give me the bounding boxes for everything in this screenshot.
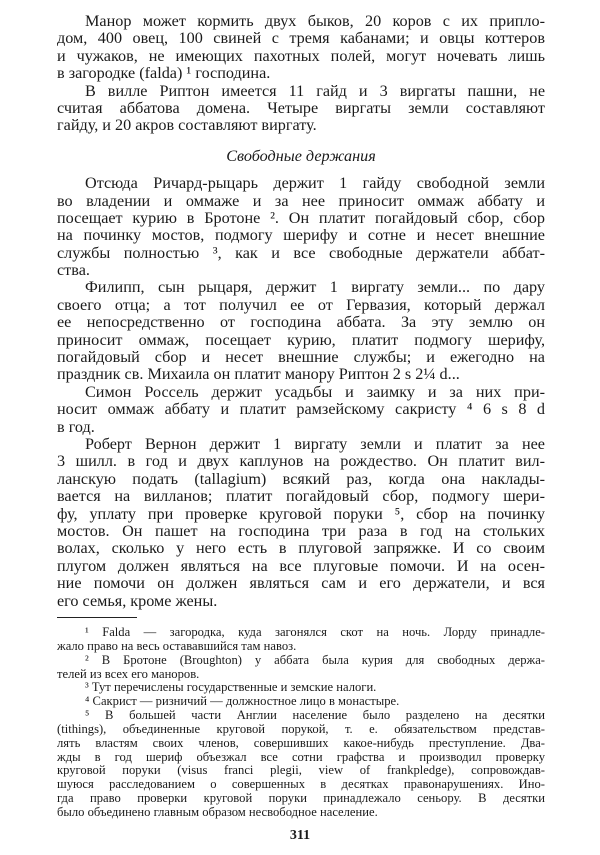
text-line: во владении и оммаже и за нее приносит оммаж аббату и [57, 191, 545, 210]
text-line: Филипп, сын рыцаря, держит 1 виргату земли... по дару [85, 278, 545, 297]
text-line: приносит оммаж, посещает курию, платит подмогу шерифу, [57, 330, 545, 349]
text-line: службы полностью ³, как и все свободные держатели аббат- [57, 243, 545, 262]
text-line: посещает курию в Бротоне ². Он платит погайдовый сбор, сбор [57, 208, 545, 227]
text-line: и чужаков, не имеющих пахотных полей, могут ночевать лишь [57, 46, 545, 65]
footnote-divider [57, 617, 137, 618]
text-line: было объединено главным образом несвободное население. [57, 804, 378, 819]
paragraph [57, 13, 545, 83]
text-line: праздник св. Михаила он платит манору Риптон 2 s 2¼ d... [57, 365, 460, 384]
main-text [57, 13, 545, 610]
section-heading: Свободные держания [226, 146, 376, 165]
text-line: его семья, кроме жены. [57, 591, 218, 610]
paragraph [57, 384, 545, 436]
text-line: 3 шилл. в год и двух каплунов на рождество. Он платит вил- [57, 452, 545, 471]
paragraph [57, 175, 545, 279]
text-line: жды в год шериф объезжал все сотни графства и производил проверку [57, 749, 545, 764]
text-line: носит оммаж аббату и платит рамзейскому сакристу ⁴ 6 s 8 d [57, 400, 545, 419]
paragraphs-before-heading [57, 13, 545, 135]
text-line: ² В Бротоне (Broughton) у аббата была курия для свободных держа- [85, 652, 545, 667]
text-line: на починку мостов, подмогу шерифу и сотне и несет внешние [57, 226, 545, 245]
text-line: погайдовый сбор и несет внешние службы; и ежегодно на [57, 348, 545, 367]
text-line: считая аббатова домена. Четыре виргаты земли составляют [57, 98, 545, 117]
text-line: Роберт Вернон держит 1 виргату земли и платит за нее [85, 434, 545, 453]
footnotes [57, 626, 545, 820]
text-line: шуюся расследованием о совершенных в десятках правонарушениях. Ино- [57, 777, 545, 792]
text-line: ¹ Falda — загородка, куда загонялся скот на ночь. Лорду принадле- [85, 625, 545, 639]
paragraph [57, 279, 545, 383]
text-line: ⁴ Сакрист — ризничий — должностное лицо в монастыре. [85, 694, 400, 709]
text-line: фу, уплату при проверке круговой поруки ⁵, сбор на починку [57, 504, 545, 523]
text-line: В вилле Риптон имеется 11 гайд и 3 виргаты пашни, не [85, 81, 545, 100]
text-line: плугом должен являться на все плуговые помочи. И на осен- [57, 556, 545, 575]
text-line: вается на вилланов; платит погайдовый сбор, подмогу шери- [57, 487, 545, 506]
text-line: ланскую подать (tallagium) всякий раз, когда она наклады- [57, 469, 545, 488]
text-line: ³ Тут перечислены государственные и земские налоги. [85, 680, 377, 695]
text-line: гайду, и 20 акров составляют виргату. [57, 116, 317, 135]
text-line: Симон Россель держит усадьбы и заимку и за них при- [85, 382, 545, 401]
paragraph [57, 83, 545, 135]
page-number: 311 [289, 828, 311, 843]
text-line: жало право на весь остававшийся там навоз. [57, 638, 297, 653]
footnote [57, 626, 545, 654]
text-line: ее непосредственно от господина аббата. За эту землю он [57, 313, 545, 332]
paragraph [57, 436, 545, 610]
text-line: мостов. Он пашет на господина три раза в год на стольких [57, 521, 545, 540]
text-line: дом, 400 овец, 100 свиней с тремя кабанами; и овцы коттеров [57, 29, 545, 48]
footnote [57, 654, 545, 682]
text-line: Отсюда Ричард-рыцарь держит 1 гайду свободной земли [85, 174, 545, 193]
text-line: волах, сколько у него есть в плуговой запряжке. И со своим [57, 539, 545, 558]
text-line: ⁵ В большей части Англии население было разделено на десятки [85, 708, 545, 723]
text-line: ние помочи он должен являться сам и его держатели, и вся [57, 574, 545, 593]
text-line: Манор может кормить двух быков, 20 коров с их припло- [85, 12, 545, 30]
footnote [57, 695, 545, 709]
text-line: (tithings), объединенные круговой порукой, т. е. обязательством представ- [57, 721, 545, 736]
text-line: телей из всех его маноров. [57, 666, 200, 681]
text-line: круговой поруки (visus franci plegii, view of frankpledge), сопровождав- [57, 763, 545, 778]
text-line: гда право проверки круговой поруки принадлежало сеньору. В десятки [57, 791, 545, 806]
text-line: в загородке (falda) ¹ господина. [57, 64, 271, 83]
text-line: лять властям своих членов, совершивших какое-нибудь преступление. Два- [57, 735, 545, 750]
paragraphs-after-heading [57, 175, 545, 610]
text-line: ства. [57, 261, 90, 280]
footnote [57, 709, 545, 820]
text-line: в год. [57, 417, 95, 436]
text-line: своего отца; а тот получил ее от Гервазия, который держал [57, 295, 545, 314]
footnote [57, 681, 545, 695]
